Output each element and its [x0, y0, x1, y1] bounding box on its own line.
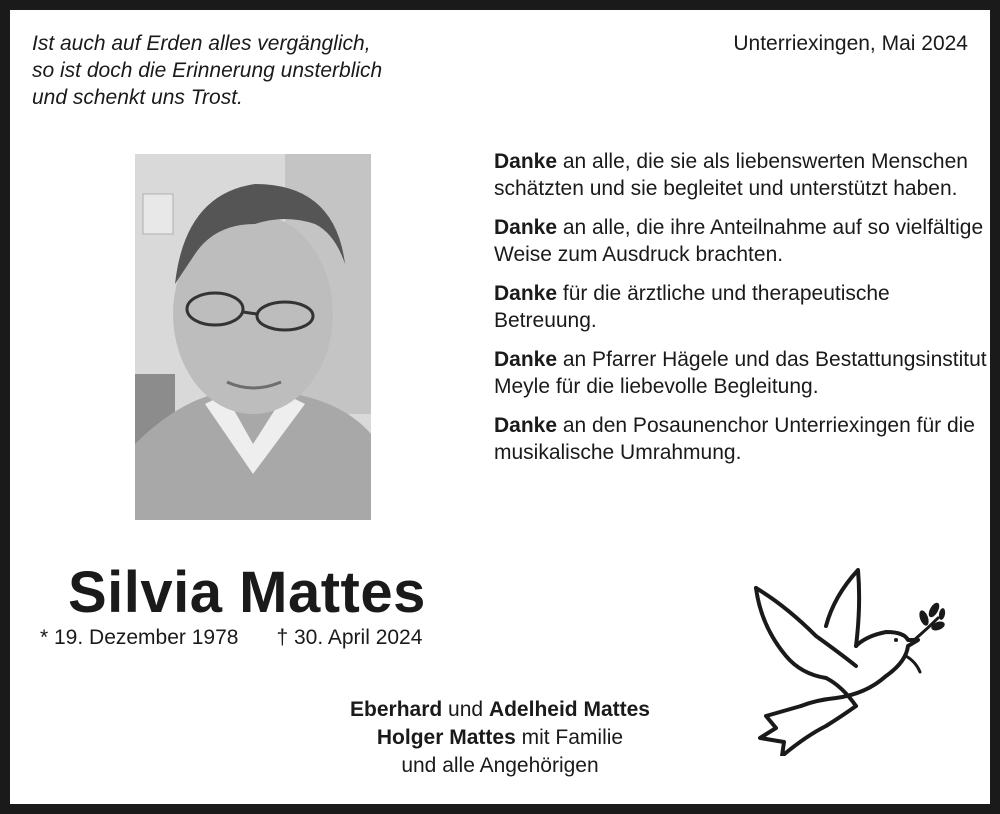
- family-line: und alle Angehörigen: [401, 754, 599, 777]
- thanks-lead: Danke: [494, 216, 558, 239]
- family-joiner: und: [442, 698, 489, 721]
- thanks-text: an Pfarrer Hägele und das Bestattungsinstitut Meyle für die liebevolle Begleitung.: [494, 348, 987, 398]
- family-signature: [310, 696, 690, 780]
- thanks-text: für die ärztliche und therapeutische Betreuung.: [494, 282, 890, 332]
- dove-with-olive-branch-icon: [746, 566, 946, 756]
- family-member: Eberhard: [350, 698, 443, 721]
- thanks-lead: Danke: [494, 282, 558, 305]
- thanks-text: an den Posaunenchor Unterriexingen für die musikalische Umrahmung.: [494, 414, 975, 464]
- family-line: [310, 696, 690, 724]
- death-date: † 30. April 2024: [276, 626, 423, 649]
- family-member: Adelheid Mattes: [488, 698, 650, 721]
- memorial-quote: [32, 30, 382, 111]
- life-dates: [40, 624, 422, 651]
- quote-line: und schenkt uns Trost.: [32, 86, 243, 109]
- birth-date: * 19. Dezember 1978: [40, 626, 239, 649]
- place-date: Unterriexingen, Mai 2024: [733, 32, 968, 55]
- thanks-paragraph: [494, 280, 994, 334]
- thanks-paragraph: [494, 148, 994, 202]
- deceased-name: Silvia Mattes: [68, 560, 426, 625]
- portrait-photo: [135, 154, 371, 520]
- quote-line: so ist doch die Erinnerung unsterblich: [32, 59, 383, 82]
- quote-line: Ist auch auf Erden alles vergänglich,: [32, 32, 371, 55]
- family-suffix: mit Familie: [515, 726, 624, 749]
- thanks-lead: Danke: [494, 150, 558, 173]
- thanks-lead: Danke: [494, 414, 558, 437]
- thanks-lead: Danke: [494, 348, 558, 371]
- thanks-section: [494, 148, 994, 478]
- family-line: [310, 724, 690, 752]
- family-member: Holger Mattes: [376, 726, 516, 749]
- thanks-text: an alle, die ihre Anteilnahme auf so vielfältige Weise zum Ausdruck brachten.: [494, 216, 984, 266]
- thanks-paragraph: [494, 412, 994, 466]
- thanks-paragraph: [494, 346, 994, 400]
- thanks-text: an alle, die sie als liebenswerten Menschen schätzten und sie begleitet und unterstützt haben.: [494, 150, 968, 200]
- thanks-paragraph: [494, 214, 994, 268]
